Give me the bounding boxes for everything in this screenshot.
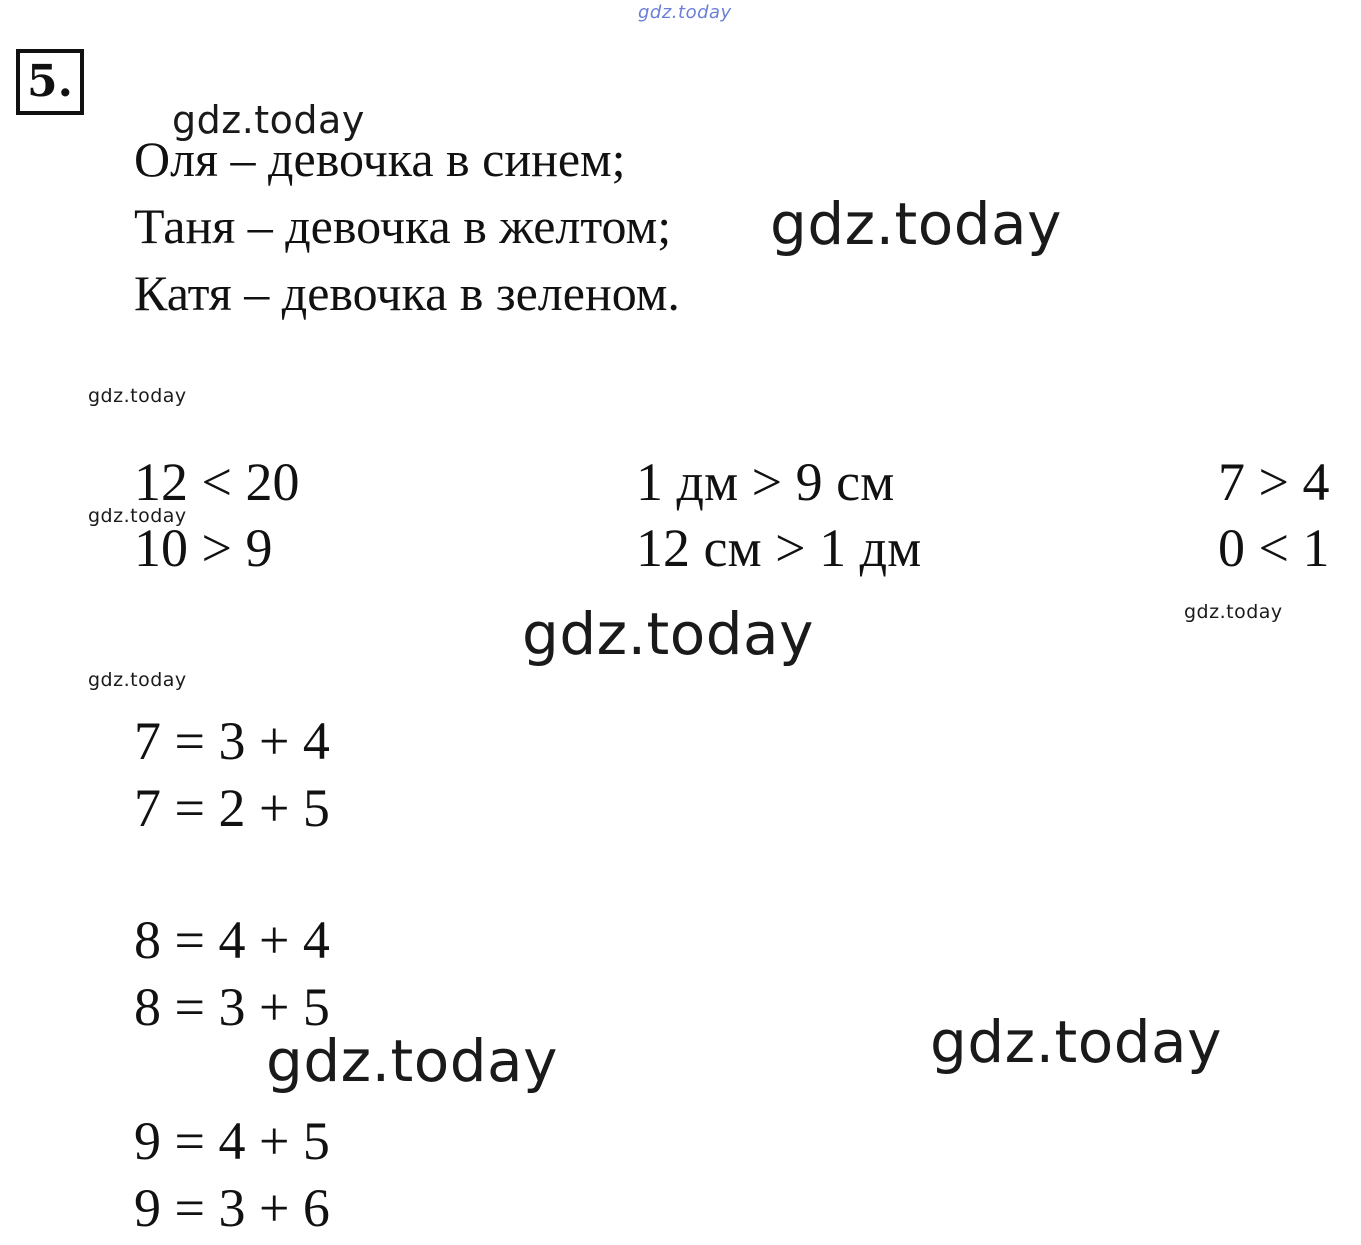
- sentence-tanya: Таня – девочка в желтом;: [134, 198, 672, 254]
- equation: 7 = 2 + 5: [134, 778, 330, 838]
- comparison: 0 < 1: [1218, 518, 1330, 578]
- equation: 8 = 4 + 4: [134, 910, 330, 970]
- watermark: gdz.today: [88, 669, 187, 691]
- watermark: gdz.today: [172, 98, 365, 142]
- equation: 8 = 3 + 5: [134, 977, 330, 1037]
- sentence-katya: Катя – девочка в зеленом.: [134, 265, 680, 321]
- task-number: 5.: [16, 49, 84, 115]
- equation: 9 = 4 + 5: [134, 1111, 330, 1171]
- watermark-top: gdz.today: [638, 2, 732, 23]
- comparison: 12 < 20: [134, 452, 300, 512]
- comparison: 1 дм > 9 см: [636, 452, 895, 512]
- equation: 9 = 3 + 6: [134, 1178, 330, 1238]
- comparison: 7 > 4: [1218, 452, 1330, 512]
- comparison: 12 см > 1 дм: [636, 518, 922, 578]
- equation: 7 = 3 + 4: [134, 711, 330, 771]
- watermark: gdz.today: [266, 1027, 558, 1095]
- watermark: gdz.today: [1184, 601, 1283, 623]
- watermark: gdz.today: [930, 1008, 1222, 1076]
- watermark: gdz.today: [770, 190, 1062, 258]
- comparison: 10 > 9: [134, 518, 273, 578]
- watermark: gdz.today: [522, 600, 814, 668]
- watermark: gdz.today: [88, 505, 187, 527]
- watermark: gdz.today: [88, 385, 187, 407]
- sentence-olya: Оля – девочка в синем;: [134, 131, 626, 187]
